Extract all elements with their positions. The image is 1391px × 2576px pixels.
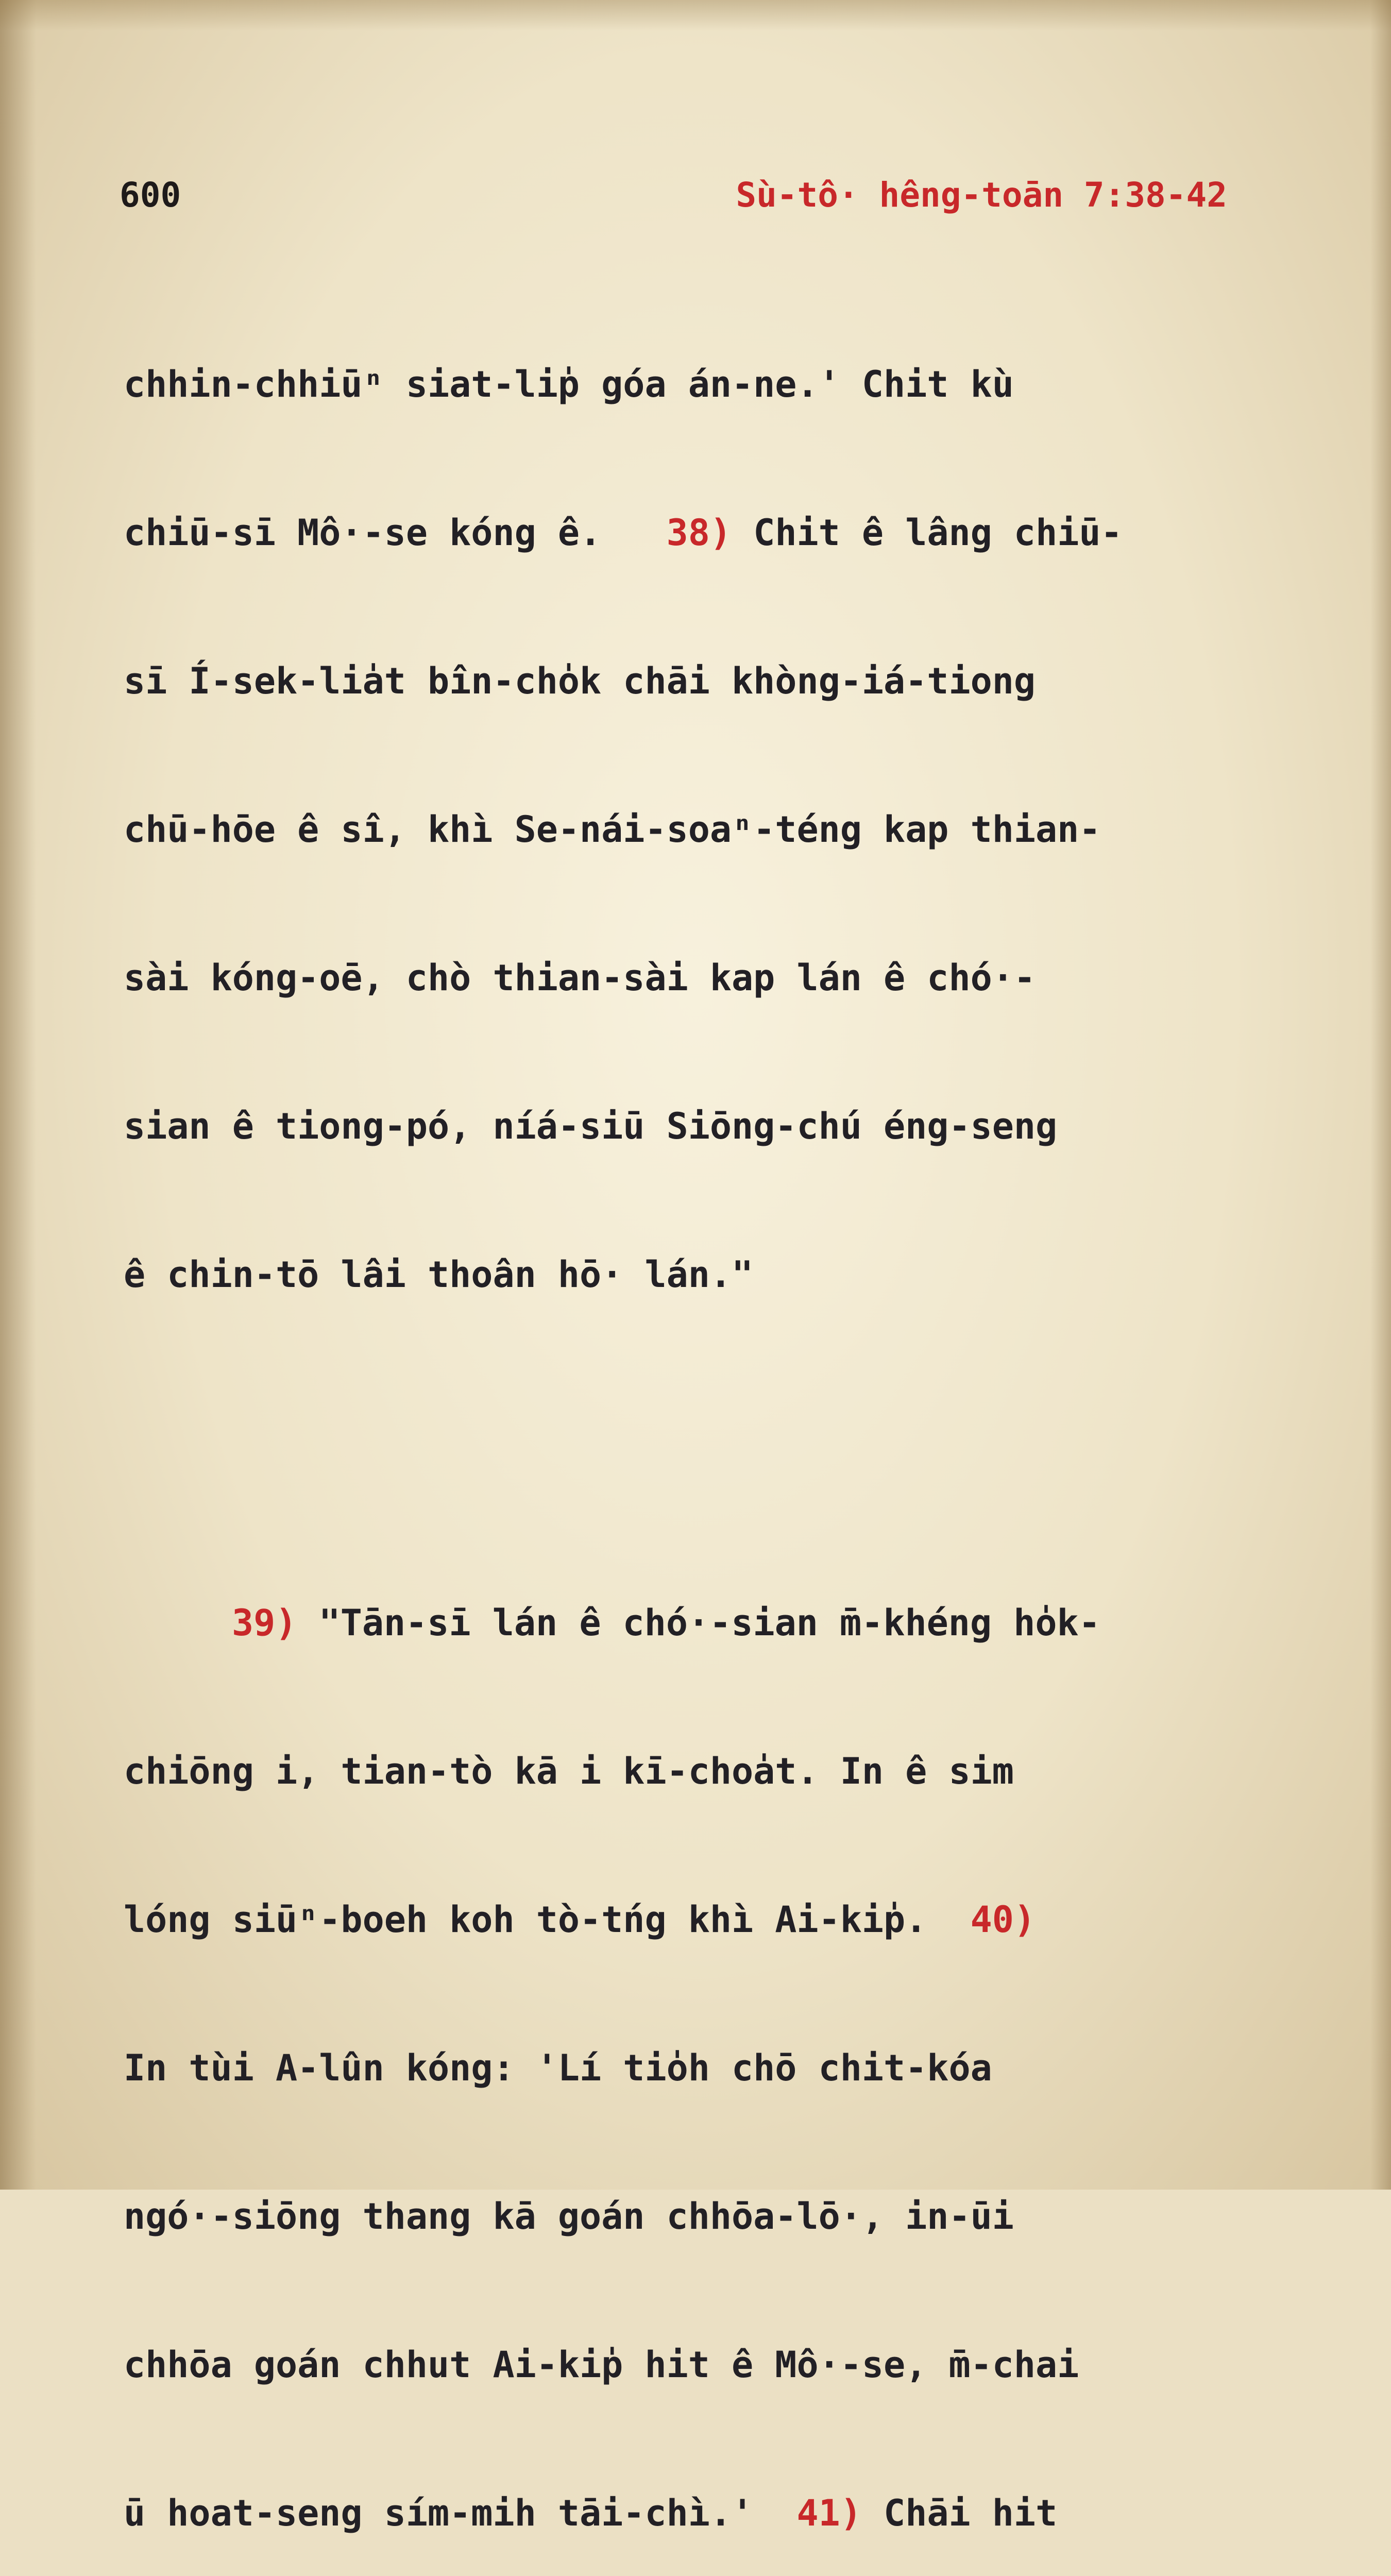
text-line: ū hoat-seng sím-mih tāi-chì.' 41) Chāi hit bbox=[124, 2492, 1058, 2534]
page-header bbox=[120, 175, 1227, 222]
verse-number-38: 38) bbox=[666, 512, 732, 554]
running-head: Sù-tô· hêng-toān 7:38-42 bbox=[736, 175, 1227, 215]
text-line: sài kóng-oē, chò thian-sài kap lán ê chó·- bbox=[124, 957, 1036, 999]
text-line: sī Í-sek-lia̍t bîn-cho̍k chāi khòng-iá-tiong bbox=[124, 660, 1036, 702]
page-edge-shadow bbox=[1370, 0, 1391, 2190]
body-text bbox=[124, 268, 1309, 2576]
verse-number-40: 40) bbox=[970, 1899, 1036, 1941]
text-line: chhōa goán chhut Ai-ki̍p hit ê Mô·-se, m̄-chai bbox=[124, 2344, 1079, 2386]
text-line: sian ê tiong-pó, níá-siū Siōng-chú éng-seng bbox=[124, 1105, 1058, 1147]
text-line: chiōng i, tian-tò kā i kī-choa̍t. In ê sim bbox=[124, 1750, 1014, 1792]
page-number: 600 bbox=[120, 175, 181, 215]
verse-number-41: 41) bbox=[796, 2492, 862, 2534]
text-line: chiū-sī Mô·-se kóng ê. 38) Chit ê lâng chiū- bbox=[124, 512, 1123, 554]
text-line: chhin-chhiūⁿ siat-li̍p góa án-ne.' Chit kù bbox=[124, 363, 1014, 405]
text-line: chū-hōe ê sî, khì Se-nái-soaⁿ-téng kap thian- bbox=[124, 808, 1101, 851]
text-line: 39) "Tān-sī lán ê chó·-sian m̄-khéng ho̍k- bbox=[232, 1602, 1100, 1644]
text-line: ngó·-siōng thang kā goán chhōa-lō·, in-ūi bbox=[124, 2195, 1014, 2238]
binding-shadow bbox=[0, 0, 36, 2190]
text-line: lóng siūⁿ-boeh koh tò-tńg khì Ai-ki̍p. 40) bbox=[124, 1899, 1036, 1941]
text-line: In tùi A-lûn kóng: 'Lí tio̍h chō chit-kóa bbox=[124, 2047, 992, 2089]
text-line: ê chin-tō lâi thoân hō· lán." bbox=[124, 1253, 754, 1296]
top-edge-shadow bbox=[0, 0, 1391, 31]
verse-number-39: 39) bbox=[232, 1602, 297, 1644]
